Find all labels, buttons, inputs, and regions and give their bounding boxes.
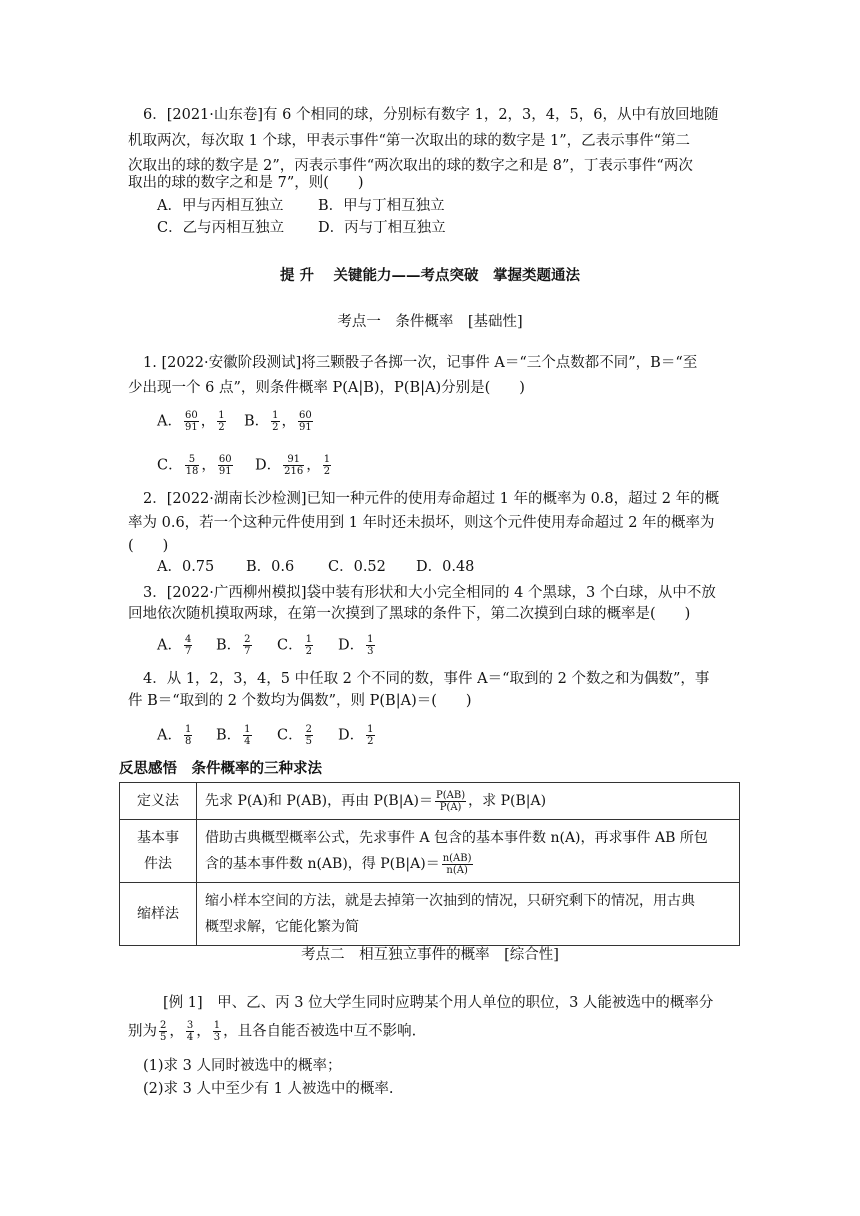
option-label: A． [157, 413, 182, 430]
fraction: $\frac{1}{3}$ [367, 634, 374, 657]
fraction: $\frac{n(AB)}{n(A)}$ [442, 852, 472, 876]
fraction: $\frac{1}{2}$ [367, 724, 374, 747]
option-label: D． [255, 457, 282, 474]
fraction: $\frac{1}{2}$ [323, 454, 331, 477]
q6-option-c: C．乙与丙相互独立 [157, 220, 285, 236]
fraction: $\frac{1}{2}$ [305, 634, 312, 657]
p1-line-2: 少出现一个 6 点”，则条件概率 P(A|B)，P(B|A)分别是( ) [128, 380, 525, 396]
fraction: $\frac{3}{4}$ [186, 1020, 194, 1043]
p4-line-1: 4．从 1，2，3，4，5 中任取 2 个不同的数，事件 A＝“取到的 2 个数之和为偶数”，事 [143, 671, 710, 687]
p3-option-c [277, 634, 315, 657]
q6-option-d: D．丙与丁相互独立 [318, 220, 446, 236]
option-label: A． [157, 637, 182, 654]
p1-line-1: 1. [2022·安徽阶段测试]将三颗骰子各掷一次，记事件 A＝“三个点数都不同”，B＝“至 [143, 355, 698, 371]
option-label: D． [338, 637, 365, 654]
p3-line-1: 3．[2022·广西柳州模拟]袋中装有形状和大小完全相同的 4 个黑球，3 个白球，从中不放 [143, 585, 716, 601]
ex1-line-1: [例 1] 甲、乙、丙 3 位大学生同时应聘某个用人单位的职位，3 人能被选中的概率分 [163, 995, 714, 1011]
reflection-title: 反思感悟 条件概率的三种求法 [119, 760, 322, 777]
p2-option-c: C．0.52 [328, 559, 386, 575]
option-label: B． [216, 637, 242, 654]
table-row [120, 783, 740, 820]
p4-option-c [277, 724, 315, 747]
fraction: $\frac{4}{7}$ [184, 634, 192, 657]
p1-option-b: B． $\frac{1}{2}$ ， $\frac{60}{91}$ [244, 410, 312, 433]
fraction: $\frac{2}{7}$ [244, 634, 251, 657]
q6-line-4: 取出的球的数字之和是 7”，则( ) [128, 175, 364, 191]
method-description: 借助古典概型概率公式，先求事件 A 包含的基本事件数 n(A)，再求事件 AB 所包 含的基本事件数 n(AB)，得 P(B|A)＝ $\frac{n(AB)}{n(A)}$ [197, 820, 740, 883]
p2-line-3: ( ) [128, 538, 169, 554]
option-label: B． [244, 413, 270, 430]
methods-table [119, 782, 740, 946]
q6-line-2: 机取两次，每次取 1 个球，甲表示事件“第一次取出的球的数字是 1”，乙表示事件“第二 [128, 133, 691, 149]
method-name: 缩样法 [120, 883, 197, 946]
p4-option-d [338, 724, 377, 747]
method-name: 定义法 [120, 783, 197, 820]
p3-option-a [157, 634, 194, 657]
option-label: B． [216, 727, 242, 744]
p2-option-b: B．0.6 [246, 559, 295, 575]
p2-line-2: 率为 0.6，若一个这种元件使用到 1 年时还未损坏，则这个元件使用寿命超过 2 年的概率为 [128, 515, 715, 531]
fraction: $\frac{60}{91}$ [218, 454, 232, 477]
p3-option-b [216, 634, 254, 657]
p2-option-d: D．0.48 [416, 559, 475, 575]
section-title: 提 升 关键能力——考点突破 掌握类题通法 [279, 267, 581, 284]
p3-line-2: 回地依次随机摸取两球，在第一次摸到了黑球的条件下，第二次摸到白球的概率是( ) [128, 606, 691, 622]
q6-option-a: A．甲与丙相互独立 [157, 198, 284, 214]
kp1-title: 考点一 条件概率 [基础性] [337, 314, 523, 330]
table-row [120, 820, 740, 883]
q6-line-3: 次取出的球的数字是 2”，丙表示事件“两次取出的球的数字之和是 8”，丁表示事件“两次 [128, 158, 693, 174]
fraction: $\frac{1}{4}$ [244, 724, 251, 747]
method-description: 先求 P(A)和 P(AB)，再由 P(B|A)＝ $\frac{P(AB)}{P(A)}$ ，求 P(B|A) [197, 783, 740, 820]
p1-option-a: A． $\frac{60}{91}$ ， $\frac{1}{2}$ [157, 410, 225, 433]
p3-option-d [338, 634, 377, 657]
fraction: $\frac{2}{5}$ [305, 724, 312, 747]
option-label: C． [157, 457, 183, 474]
p2-line-1: 2．[2022·湖南长沙检测]已知一种元件的使用寿命超过 1 年的概率为 0.8，超过 2 年的概 [143, 491, 720, 507]
option-label: D． [338, 727, 365, 744]
ex1-line-2: 别为 $\frac{2}{5}$ ， $\frac{3}{4}$ ， $\frac{1}{3}$ ，且各自能否被选中互不影响. [128, 1020, 417, 1043]
fraction: $\frac{1}{3}$ [213, 1020, 221, 1043]
p4-option-b [216, 724, 254, 747]
fraction: $\frac{1}{2}$ [218, 410, 225, 433]
q6-option-b: B．甲与丁相互独立 [318, 198, 445, 214]
fraction: $\frac{60}{91}$ [299, 410, 312, 433]
ex1-question-1: (1)求 3 人同时被选中的概率； [143, 1058, 342, 1074]
option-label: A． [157, 727, 182, 744]
q6-line-1: 6．[2021·山东卷]有 6 个相同的球，分别标有数字 1，2，3，4，5，6，从中有放回地随 [143, 107, 719, 123]
fraction: $\frac{1}{8}$ [184, 724, 192, 747]
option-label: C． [277, 637, 303, 654]
method-description: 缩小样本空间的方法，就是去掉第一次抽到的情况，只研究剩下的情况，用古典 概型求解，它能化繁为简 [197, 883, 740, 946]
p4-line-2: 件 B＝“取到的 2 个数均为偶数”，则 P(B|A)＝( ) [128, 693, 472, 709]
kp2-title: 考点二 相互独立事件的概率 [综合性] [301, 947, 559, 963]
fraction: $\frac{P(AB)}{P(A)}$ [436, 789, 466, 813]
option-label: C． [277, 727, 303, 744]
fraction: $\frac{91}{216}$ [284, 454, 304, 477]
p2-option-a: A．0.75 [157, 559, 215, 575]
ex1-question-2: (2)求 3 人中至少有 1 人被选中的概率. [143, 1081, 394, 1097]
p4-option-a [157, 724, 194, 747]
fraction: $\frac{60}{91}$ [184, 410, 198, 433]
fraction: $\frac{2}{5}$ [160, 1020, 167, 1043]
table-row [120, 883, 740, 946]
fraction: $\frac{5}{18}$ [185, 454, 199, 477]
p1-option-c: C． $\frac{5}{18}$ ， $\frac{60}{91}$ [157, 454, 232, 477]
fraction: $\frac{1}{2}$ [272, 410, 279, 433]
p1-option-d: D． $\frac{91}{216}$ ， $\frac{1}{2}$ [255, 454, 331, 477]
method-name: 基本事 件法 [120, 820, 197, 883]
